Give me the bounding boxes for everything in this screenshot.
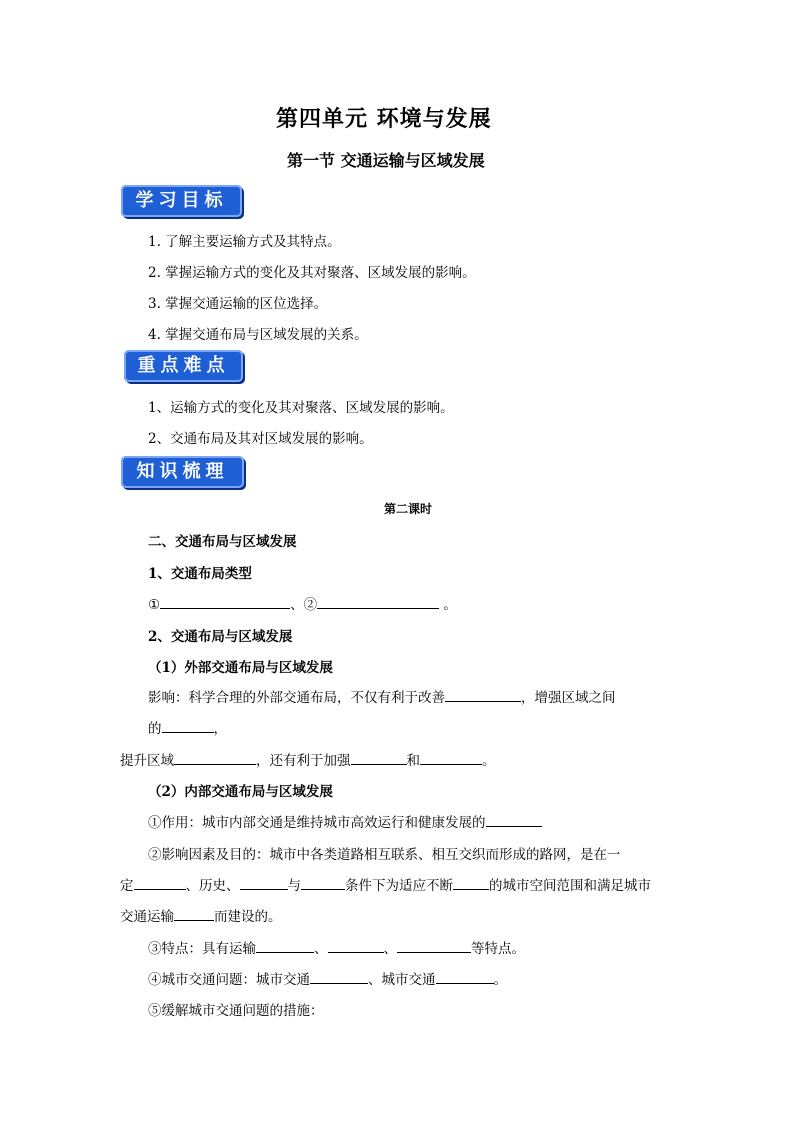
influence-line-1: 影响：科学合理的外部交通布局，不仅有利于改善 ，增强区域之间	[148, 686, 616, 706]
key-point-item: 2、交通布局及其对区域发展的影响。	[148, 431, 373, 447]
blank[interactable]	[256, 938, 314, 953]
blank[interactable]	[436, 969, 494, 984]
blank[interactable]	[174, 750, 256, 765]
influence-line-2: 的 ，	[148, 717, 227, 737]
unit-title: 第四单元 环境与发展	[276, 106, 492, 132]
blank[interactable]	[134, 875, 186, 890]
lesson-label: 第二课时	[384, 502, 433, 516]
layout-types-line: ① 、② 。	[148, 593, 457, 613]
factors-line-1: ②影响因素及目的：城市中各类道路相互联系、相互交织而形成的路网，是在一	[148, 847, 621, 863]
subsection-heading: 1、交通布局类型	[148, 566, 252, 582]
blank[interactable]	[317, 594, 439, 609]
blank[interactable]	[486, 812, 542, 827]
blank[interactable]	[160, 594, 290, 609]
blank[interactable]	[420, 750, 482, 765]
learning-goals-badge: 学习目标	[121, 185, 242, 217]
blank[interactable]	[328, 938, 384, 953]
goal-item: 3. 掌握交通运输的区位选择。	[148, 296, 328, 312]
key-points-badge: 重点难点	[124, 350, 243, 382]
subsection-heading: （1）外部交通布局与区域发展	[148, 660, 333, 676]
blank[interactable]	[240, 875, 288, 890]
factors-line-2: 定 、历史、 与 条件下为适应不断 的城市空间范围和满足城市	[120, 874, 651, 894]
blank[interactable]	[162, 718, 214, 733]
influence-line-3: 提升区域 ，还有利于加强 和 。	[120, 749, 496, 769]
key-point-item: 1、运输方式的变化及其对聚落、区域发展的影响。	[148, 400, 454, 416]
goal-item: 4. 掌握交通布局与区域发展的关系。	[148, 327, 368, 343]
section-title: 第一节 交通运输与区域发展	[287, 151, 485, 170]
blank[interactable]	[453, 875, 489, 890]
goal-item: 2. 掌握运输方式的变化及其对聚落、区域发展的影响。	[148, 265, 476, 281]
measures-line: ⑤缓解城市交通问题的措施：	[148, 1003, 324, 1019]
blank[interactable]	[351, 750, 407, 765]
knowledge-review-badge: 知识梳理	[121, 456, 244, 488]
subsection-heading: 2、交通布局与区域发展	[148, 629, 293, 645]
blank[interactable]	[397, 938, 471, 953]
problems-line: ④城市交通问题：城市交通 、城市交通 。	[148, 968, 507, 988]
role-line: ①作用：城市内部交通是维持城市高效运行和健康发展的	[148, 811, 542, 831]
features-line: ③特点：具有运输 、 、 等特点。	[148, 937, 525, 957]
goal-item: 1. 了解主要运输方式及其特点。	[148, 234, 341, 250]
blank[interactable]	[301, 875, 345, 890]
blank[interactable]	[174, 906, 214, 921]
section-heading: 二、交通布局与区域发展	[148, 534, 297, 550]
blank[interactable]	[445, 687, 521, 702]
factors-line-3: 交通运输 而建设的。	[120, 905, 282, 925]
blank[interactable]	[310, 969, 368, 984]
subsection-heading: （2）内部交通布局与区域发展	[148, 784, 333, 800]
